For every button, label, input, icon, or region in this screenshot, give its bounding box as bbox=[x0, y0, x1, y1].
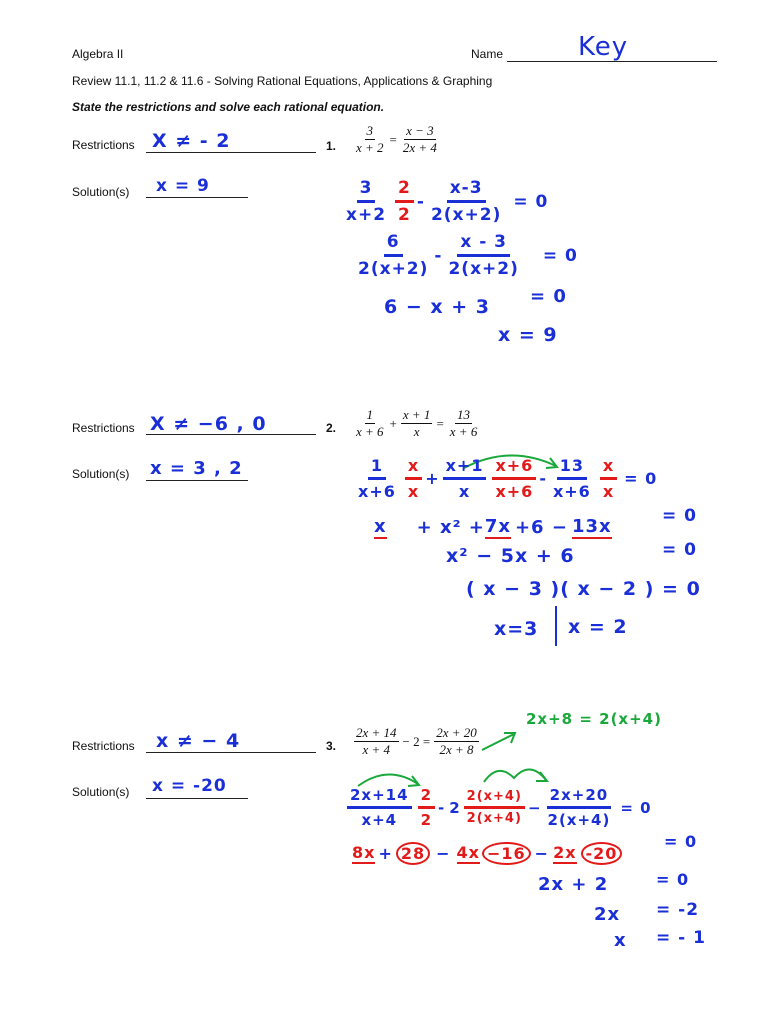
multiplier-numerator: x+6 bbox=[492, 456, 536, 480]
work-line bbox=[352, 232, 578, 279]
restrictions-label: Restrictions bbox=[72, 138, 135, 152]
fraction-denominator: x + 6 bbox=[356, 424, 384, 439]
divider bbox=[555, 606, 557, 646]
fraction-numerator: x − 3 bbox=[406, 123, 434, 138]
course-title: Algebra II bbox=[72, 47, 124, 61]
equation bbox=[352, 408, 481, 439]
minus-sign: - bbox=[539, 469, 547, 488]
fraction-numerator: x + 1 bbox=[402, 407, 431, 422]
work-line bbox=[340, 178, 548, 225]
work-denominator: 2(x+2) bbox=[358, 259, 429, 279]
term-x-squared: + x² + bbox=[416, 517, 485, 538]
fraction-numerator: 2x + 20 bbox=[436, 725, 477, 740]
term-13x: 13x bbox=[571, 516, 612, 537]
solution-answer: x = 3 , 2 bbox=[150, 458, 243, 479]
plus-sign: + bbox=[389, 415, 397, 431]
equation bbox=[352, 124, 441, 155]
minus-sign: - bbox=[438, 798, 446, 817]
distribute-arrow bbox=[478, 760, 558, 784]
root-2: x = 2 bbox=[568, 616, 628, 638]
multiplier-denominator: x bbox=[602, 482, 615, 501]
restriction-answer: X ≠ −6 , 0 bbox=[150, 413, 267, 435]
root-1: x=3 bbox=[494, 618, 539, 640]
minus-sign: - bbox=[416, 191, 425, 212]
minus-sign: − bbox=[436, 844, 451, 863]
instructions: State the restrictions and solve each rational equation. bbox=[72, 100, 385, 114]
multiplier-numerator: x bbox=[600, 456, 617, 480]
term-28: 28 bbox=[396, 842, 430, 865]
factored-line: ( x − 3 )( x − 2 ) = 0 bbox=[466, 578, 701, 600]
multiplier-denominator: x bbox=[407, 482, 420, 501]
restrictions-line bbox=[146, 152, 316, 153]
note-arrow bbox=[480, 728, 520, 754]
work-numerator: 1 bbox=[368, 456, 386, 480]
work-denominator: x+4 bbox=[361, 811, 398, 829]
name-label: Name bbox=[471, 47, 504, 61]
term-4x: 4x bbox=[456, 843, 480, 862]
plus-sign: + bbox=[378, 844, 393, 863]
equals-zero: = 0 bbox=[662, 540, 697, 560]
restrictions-label: Restrictions bbox=[72, 421, 135, 435]
work-line: 2x + 2 bbox=[538, 874, 609, 895]
work-numerator: x-3 bbox=[447, 178, 486, 203]
work-denominator: 2(x+2) bbox=[448, 259, 519, 279]
equals-sign: = bbox=[389, 131, 397, 147]
equals-zero: = 0 bbox=[542, 245, 578, 266]
review-title: Review 11.1, 11.2 & 11.6 - Solving Rational Equations, Applications & Graphing bbox=[72, 74, 493, 88]
work-line bbox=[374, 516, 612, 539]
solution-line bbox=[146, 480, 248, 481]
solutions-label: Solution(s) bbox=[72, 785, 130, 799]
equals-zero: = 0 bbox=[662, 506, 697, 526]
equals-zero: = 0 bbox=[624, 469, 658, 488]
restriction-answer: x ≠ − 4 bbox=[156, 730, 241, 752]
solution-line bbox=[146, 798, 248, 799]
work-line: 2x bbox=[594, 904, 621, 925]
equation bbox=[352, 726, 481, 757]
work-numerator: 2x+14 bbox=[347, 786, 412, 809]
solution-answer: x = 9 bbox=[156, 176, 210, 196]
equals-zero: = 0 bbox=[513, 191, 549, 212]
minus-sign: - bbox=[434, 245, 443, 266]
work-numerator: 2x+20 bbox=[547, 786, 612, 809]
multiplier-numerator: x bbox=[405, 456, 422, 480]
fraction-denominator: 2x + 8 bbox=[439, 742, 474, 757]
name-value: Key bbox=[578, 32, 629, 62]
term-16: −16 bbox=[482, 842, 531, 865]
equals-sign: = bbox=[436, 415, 444, 431]
work-line: x² − 5x + 6 bbox=[446, 545, 575, 567]
work-denominator: x bbox=[458, 482, 471, 501]
equals-zero: = 0 bbox=[620, 798, 652, 817]
work-line bbox=[352, 842, 622, 865]
fraction-denominator: x bbox=[413, 424, 420, 439]
multiplier-denominator: 2 bbox=[398, 205, 411, 225]
work-numerator: 13 bbox=[557, 456, 587, 480]
term-8x: 8x bbox=[352, 843, 376, 862]
work-numerator: x+1 bbox=[443, 456, 487, 480]
fraction-numerator: 3 bbox=[366, 123, 374, 138]
term-minus-20: -20 bbox=[581, 842, 623, 865]
work-numerator: 6 bbox=[384, 232, 403, 257]
minus-sign: − bbox=[527, 798, 542, 817]
minus-sign: − bbox=[534, 844, 550, 863]
work-line bbox=[344, 786, 652, 829]
work-denominator: 2(x+2) bbox=[430, 205, 502, 225]
problem-number: 1. bbox=[326, 139, 337, 153]
fraction-denominator: 2x + 4 bbox=[402, 140, 437, 155]
term-x: x bbox=[374, 516, 387, 537]
problem-number: 2. bbox=[326, 421, 337, 435]
term-constant: +6 − bbox=[514, 517, 568, 538]
plus-sign: + bbox=[425, 469, 440, 488]
restrictions-line bbox=[146, 752, 316, 753]
fraction-numerator: 13 bbox=[457, 407, 471, 422]
restrictions-label: Restrictions bbox=[72, 739, 135, 753]
term-2x: 2x bbox=[553, 843, 577, 862]
work-numerator: 3 bbox=[357, 178, 376, 203]
work-rhs: = -2 bbox=[656, 900, 700, 920]
work-line: 6 − x + 3 bbox=[384, 296, 490, 318]
multiplier-numerator: 2 bbox=[395, 178, 414, 203]
minus-two-equals: − 2 = bbox=[402, 733, 431, 749]
equals-zero: = 0 bbox=[530, 286, 567, 307]
fraction-denominator: x + 4 bbox=[362, 742, 391, 757]
fraction-denominator: x + 2 bbox=[356, 140, 384, 155]
equals-zero: = 0 bbox=[664, 832, 698, 851]
multiplier-denominator: x+6 bbox=[495, 482, 534, 501]
term-two: 2 bbox=[449, 798, 461, 817]
work-denominator: x+6 bbox=[358, 482, 396, 501]
factor-note: 2x+8 = 2(x+4) bbox=[526, 710, 662, 728]
multiplier-denominator: 2 bbox=[420, 811, 432, 829]
work-denominator: x+6 bbox=[552, 482, 591, 501]
multiplier-numerator: 2(x+4) bbox=[464, 789, 525, 809]
work-line: x = 9 bbox=[498, 324, 558, 346]
term-7x: 7x bbox=[484, 516, 511, 537]
work-denominator: x+2 bbox=[346, 205, 387, 225]
restriction-answer: X ≠ - 2 bbox=[152, 130, 231, 152]
fraction-denominator: x + 6 bbox=[449, 424, 478, 439]
work-numerator: x - 3 bbox=[457, 232, 510, 257]
fraction-numerator: 2x + 14 bbox=[356, 725, 397, 740]
work-line: x bbox=[614, 930, 627, 951]
solutions-label: Solution(s) bbox=[72, 185, 130, 199]
work-rhs: = - 1 bbox=[656, 928, 706, 948]
work-line bbox=[352, 456, 657, 501]
equals-zero: = 0 bbox=[656, 870, 690, 889]
fraction-numerator: 1 bbox=[366, 407, 374, 422]
problem-number: 3. bbox=[326, 739, 337, 753]
work-denominator: 2(x+4) bbox=[547, 811, 611, 829]
multiplier-numerator: 2 bbox=[418, 786, 435, 809]
solution-line bbox=[146, 197, 248, 198]
multiplier-denominator: 2(x+4) bbox=[466, 811, 522, 826]
solutions-label: Solution(s) bbox=[72, 467, 130, 481]
solution-answer: x = -20 bbox=[152, 776, 227, 796]
